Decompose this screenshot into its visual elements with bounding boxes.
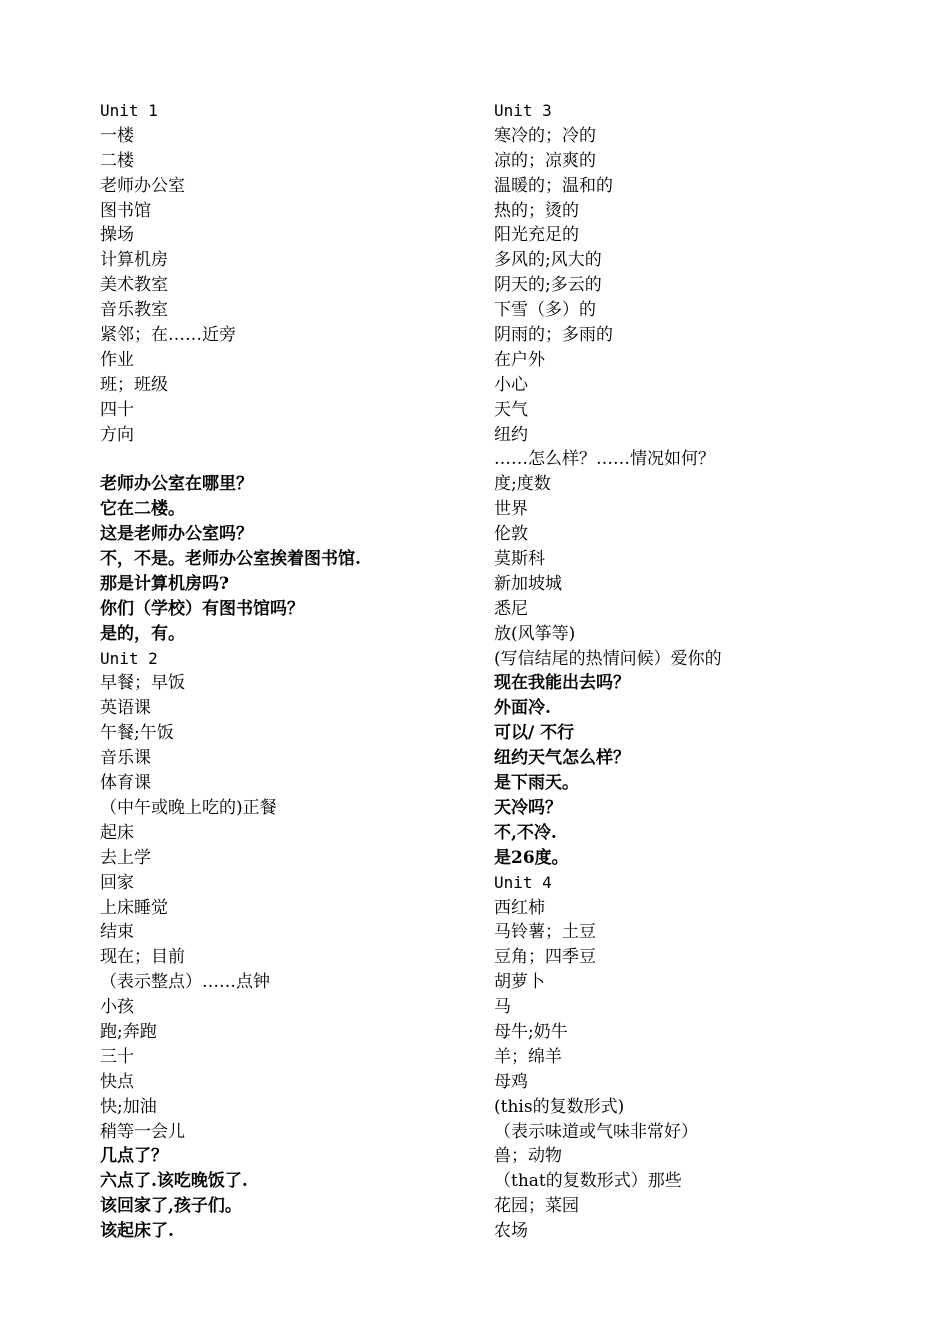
vocab-line: 音乐课	[100, 748, 151, 769]
sentence-line: 纽约天气怎么样？	[494, 748, 630, 769]
vocab-line: 多风的;风大的	[494, 250, 602, 271]
vocab-line: 马铃薯；土豆	[494, 922, 596, 943]
vocab-line: 农场	[494, 1221, 528, 1242]
vocab-line: 音乐教室	[100, 300, 168, 321]
vocab-line: 早餐；早饭	[100, 673, 185, 694]
unit-heading: Unit 1	[100, 101, 158, 120]
vocab-line: 兽；动物	[494, 1146, 562, 1167]
vocab-line: 起床	[100, 822, 134, 843]
vocab-line: 快;加油	[100, 1096, 157, 1117]
vocab-line: 回家	[100, 872, 134, 893]
vocab-line: 上床睡觉	[100, 897, 168, 918]
sentence-line: 该回家了,孩子们。	[100, 1196, 242, 1217]
sentence-line: 是26度。	[494, 847, 569, 868]
sentence-line: 你们（学校）有图书馆吗？	[100, 598, 304, 619]
vocab-line: 羊；绵羊	[494, 1046, 562, 1067]
vocab-line: 度;度数	[494, 474, 551, 495]
vocab-line: 计算机房	[100, 250, 168, 271]
vocab-line: 阳光充足的	[494, 225, 579, 246]
vocab-line: 新加坡城	[494, 573, 562, 594]
vocab-line: 母牛;奶牛	[494, 1021, 568, 1042]
vocab-line: 快点	[100, 1071, 134, 1092]
vocab-line: 稍等一会儿	[100, 1121, 185, 1142]
vocab-line: 热的；烫的	[494, 200, 579, 221]
vocab-line: （that的复数形式）那些	[494, 1171, 682, 1192]
vocab-line: 小孩	[100, 997, 134, 1018]
vocab-line: 跑;奔跑	[100, 1021, 157, 1042]
left-column	[100, 99, 480, 1244]
vocab-line: 悉尼	[494, 598, 528, 619]
vocab-line: 紧邻；在……近旁	[100, 325, 236, 346]
vocab-line: 温暖的；温和的	[494, 175, 613, 196]
vocab-line: 老师办公室	[100, 175, 185, 196]
sentence-line: 该起床了.	[100, 1221, 174, 1242]
vocab-line: （表示味道或气味非常好）	[494, 1121, 698, 1142]
sentence-line: 那是计算机房吗?	[100, 573, 229, 594]
vocab-line: 母鸡	[494, 1071, 528, 1092]
sentence-line: 它在二楼。	[100, 499, 185, 520]
vocab-line: 作业	[100, 349, 134, 370]
vocab-line: (写信结尾的热情问候）爱你的	[494, 648, 722, 669]
vocab-line: 阴天的;多云的	[494, 275, 602, 296]
unit-heading: Unit 4	[494, 872, 552, 892]
vocab-line: 莫斯科	[494, 549, 545, 570]
sentence-line: 天冷吗？	[494, 797, 562, 818]
vocab-line: 马	[494, 997, 511, 1018]
sentence-line: 是下雨天。	[494, 773, 579, 794]
vocab-line: 天气	[494, 399, 528, 420]
vocab-line: 凉的；凉爽的	[494, 150, 596, 171]
sentence-line: 老师办公室在哪里？	[100, 474, 253, 495]
vocab-line: 午餐;午饭	[100, 723, 174, 744]
sentence-line: 不,不冷.	[494, 822, 557, 843]
right-column	[494, 99, 914, 1244]
sentence-line: 六点了.该吃晚饭了.	[100, 1171, 248, 1192]
vocab-line: 放(风筝等)	[494, 623, 576, 644]
unit-heading: Unit 2	[100, 648, 158, 668]
vocab-line: 下雪（多）的	[494, 300, 596, 321]
vocab-line: 在户外	[494, 349, 545, 370]
sentence-line: 现在我能出去吗？	[494, 673, 630, 694]
vocab-line: 四十	[100, 399, 134, 420]
vocab-line: (this的复数形式)	[494, 1096, 625, 1117]
vocab-line: 结束	[100, 922, 134, 943]
vocab-line: ……怎么样？……情况如何？	[494, 449, 715, 470]
vocab-line: （表示整点）……点钟	[100, 972, 270, 993]
vocab-line: 伦敦	[494, 524, 528, 545]
vocab-line: 小心	[494, 374, 528, 395]
vocab-line: 现在；目前	[100, 947, 185, 968]
sentence-line: 外面冷.	[494, 698, 551, 719]
vocab-line: 二楼	[100, 150, 134, 171]
vocab-line: 方向	[100, 424, 134, 445]
vocab-line: 花园；菜园	[494, 1196, 579, 1217]
vocab-line: 图书馆	[100, 200, 151, 221]
vocab-line: 西红柿	[494, 897, 545, 918]
vocab-line: 三十	[100, 1046, 134, 1067]
vocab-line: 一楼	[100, 125, 134, 146]
vocab-line: 体育课	[100, 773, 151, 794]
sentence-line: 不，不是。老师办公室挨着图书馆.	[100, 549, 361, 570]
sentence-line: 这是老师办公室吗？	[100, 524, 253, 545]
vocab-line: 寒冷的；冷的	[494, 125, 596, 146]
vocab-line: 纽约	[494, 424, 528, 445]
vocab-line: 美术教室	[100, 275, 168, 296]
vocab-line: 世界	[494, 499, 528, 520]
sentence-line: 几点了？	[100, 1146, 168, 1167]
vocab-line: 阴雨的；多雨的	[494, 325, 613, 346]
vocab-line: 英语课	[100, 698, 151, 719]
vocab-line: 班；班级	[100, 374, 168, 395]
vocab-line: 胡萝卜	[494, 972, 545, 993]
sentence-line: 是的，有。	[100, 623, 185, 644]
sentence-line: 可以/ 不行	[494, 723, 575, 744]
vocab-line: 操场	[100, 225, 134, 246]
vocab-line: 去上学	[100, 847, 151, 868]
vocab-line: 豆角；四季豆	[494, 947, 596, 968]
unit-heading: Unit 3	[494, 101, 552, 120]
vocab-line: （中午或晚上吃的)正餐	[100, 797, 277, 818]
blank-line	[100, 447, 480, 472]
